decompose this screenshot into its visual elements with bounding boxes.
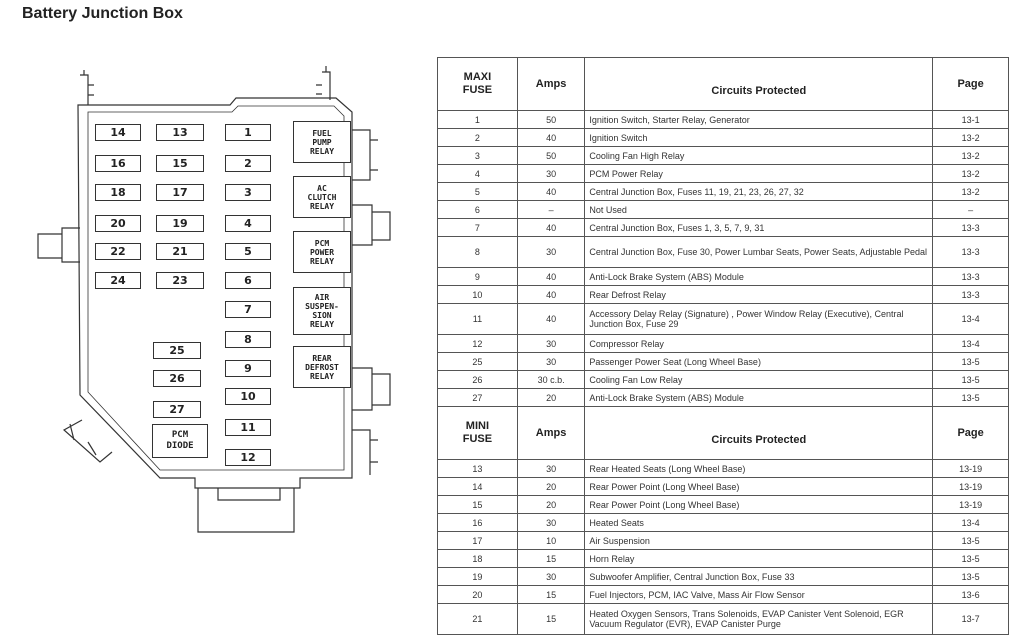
maxi-circuits-header: Circuits Protected bbox=[585, 58, 933, 111]
mini-page-header: Page bbox=[933, 407, 1009, 460]
page-cell: 13-4 bbox=[933, 514, 1009, 532]
maxi-fuse-section bbox=[438, 58, 1009, 407]
fuse-22: 22 bbox=[95, 243, 141, 260]
fuse-cell: 16 bbox=[438, 514, 518, 532]
pcm-power-relay: PCM POWER RELAY bbox=[293, 231, 351, 273]
table-row bbox=[438, 129, 1009, 147]
page-cell: 13-7 bbox=[933, 604, 1009, 635]
tab-right-mid bbox=[352, 205, 390, 245]
page-cell: 13-4 bbox=[933, 335, 1009, 353]
fuse-cell: 25 bbox=[438, 353, 518, 371]
fuse-17: 17 bbox=[156, 184, 204, 201]
amps-cell: 30 bbox=[517, 353, 585, 371]
circuits-cell: Passenger Power Seat (Long Wheel Base) bbox=[585, 353, 933, 371]
page-cell: 13-5 bbox=[933, 353, 1009, 371]
table-row bbox=[438, 111, 1009, 129]
fuse-cell: 15 bbox=[438, 496, 518, 514]
fuse-cell: 27 bbox=[438, 389, 518, 407]
circuits-cell: Rear Heated Seats (Long Wheel Base) bbox=[585, 460, 933, 478]
circuits-cell: Central Junction Box, Fuse 30, Power Lumbar Seats, Power Seats, Adjustable Pedal bbox=[585, 237, 933, 268]
amps-cell: 20 bbox=[517, 496, 585, 514]
table-row bbox=[438, 147, 1009, 165]
maxi-page-header: Page bbox=[933, 58, 1009, 111]
fuse-24: 24 bbox=[95, 272, 141, 289]
fuse-10: 10 bbox=[225, 388, 271, 405]
table-row bbox=[438, 568, 1009, 586]
table-row bbox=[438, 496, 1009, 514]
table-row bbox=[438, 286, 1009, 304]
table-row bbox=[438, 389, 1009, 407]
page-cell: 13-6 bbox=[933, 586, 1009, 604]
circuits-cell: Central Junction Box, Fuses 1, 3, 5, 7, 9, 31 bbox=[585, 219, 933, 237]
amps-cell: 40 bbox=[517, 219, 585, 237]
amps-cell: 30 c.b. bbox=[517, 371, 585, 389]
page-title: Battery Junction Box bbox=[22, 5, 183, 22]
fuse-14: 14 bbox=[95, 124, 141, 141]
circuits-cell: Ignition Switch bbox=[585, 129, 933, 147]
amps-cell: 40 bbox=[517, 129, 585, 147]
fuse-12: 12 bbox=[225, 449, 271, 466]
fuse-15: 15 bbox=[156, 155, 204, 172]
page-cell: 13-1 bbox=[933, 111, 1009, 129]
amps-cell: 30 bbox=[517, 237, 585, 268]
table-row bbox=[438, 304, 1009, 335]
amps-cell: 30 bbox=[517, 514, 585, 532]
amps-cell: 15 bbox=[517, 604, 585, 635]
amps-cell: 20 bbox=[517, 478, 585, 496]
amps-cell: 10 bbox=[517, 532, 585, 550]
amps-cell: 30 bbox=[517, 165, 585, 183]
fuse-13: 13 bbox=[156, 124, 204, 141]
fuse-cell: 6 bbox=[438, 201, 518, 219]
tab-top-right bbox=[316, 66, 330, 100]
fuel-pump-relay: FUEL PUMP RELAY bbox=[293, 121, 351, 163]
amps-cell: 15 bbox=[517, 586, 585, 604]
fuse-20: 20 bbox=[95, 215, 141, 232]
circuits-cell: Air Suspension bbox=[585, 532, 933, 550]
fuse-27: 27 bbox=[153, 401, 201, 418]
table-row bbox=[438, 550, 1009, 568]
table-row bbox=[438, 335, 1009, 353]
tab-right-lower bbox=[352, 368, 390, 410]
amps-cell: 20 bbox=[517, 389, 585, 407]
mini-fuse-section bbox=[438, 407, 1009, 635]
junction-box-diagram bbox=[0, 0, 430, 600]
fuse-cell: 3 bbox=[438, 147, 518, 165]
mini-amps-header: Amps bbox=[517, 407, 585, 460]
amps-cell: 30 bbox=[517, 335, 585, 353]
circuits-cell: Cooling Fan High Relay bbox=[585, 147, 933, 165]
circuits-cell: Cooling Fan Low Relay bbox=[585, 371, 933, 389]
circuits-cell: Rear Power Point (Long Wheel Base) bbox=[585, 496, 933, 514]
amps-cell: 30 bbox=[517, 460, 585, 478]
fuse-cell: 18 bbox=[438, 550, 518, 568]
fuse-2: 2 bbox=[225, 155, 271, 172]
fuse-7: 7 bbox=[225, 301, 271, 318]
mini-header-row bbox=[438, 407, 1009, 460]
rear-defrost-relay: REAR DEFROST RELAY bbox=[293, 346, 351, 388]
amps-cell: 30 bbox=[517, 568, 585, 586]
fuse-cell: 4 bbox=[438, 165, 518, 183]
table-row bbox=[438, 532, 1009, 550]
connector-bottom bbox=[198, 488, 294, 532]
page-cell: 13-2 bbox=[933, 165, 1009, 183]
latch-bottom-left bbox=[64, 420, 112, 462]
circuits-cell: PCM Power Relay bbox=[585, 165, 933, 183]
fuse-5: 5 bbox=[225, 243, 271, 260]
page-cell: – bbox=[933, 201, 1009, 219]
fuse-21: 21 bbox=[156, 243, 204, 260]
air-suspension-relay: AIR SUSPEN- SION RELAY bbox=[293, 287, 351, 335]
table-row bbox=[438, 586, 1009, 604]
page-cell: 13-19 bbox=[933, 496, 1009, 514]
circuits-cell: Central Junction Box, Fuses 11, 19, 21, 23, 26, 27, 32 bbox=[585, 183, 933, 201]
fuse-9: 9 bbox=[225, 360, 271, 377]
circuits-cell: Anti-Lock Brake System (ABS) Module bbox=[585, 389, 933, 407]
circuits-cell: Fuel Injectors, PCM, IAC Valve, Mass Air Flow Sensor bbox=[585, 586, 933, 604]
fuse-cell: 9 bbox=[438, 268, 518, 286]
fuse-1: 1 bbox=[225, 124, 271, 141]
tab-left bbox=[38, 228, 80, 262]
fuse-cell: 2 bbox=[438, 129, 518, 147]
circuits-cell: Horn Relay bbox=[585, 550, 933, 568]
page-cell: 13-3 bbox=[933, 237, 1009, 268]
fuse-cell: 20 bbox=[438, 586, 518, 604]
fuse-11: 11 bbox=[225, 419, 271, 436]
fuse-cell: 5 bbox=[438, 183, 518, 201]
circuits-cell: Anti-Lock Brake System (ABS) Module bbox=[585, 268, 933, 286]
table-row bbox=[438, 201, 1009, 219]
fuse-8: 8 bbox=[225, 331, 271, 348]
page-cell: 13-5 bbox=[933, 568, 1009, 586]
circuits-cell: Subwoofer Amplifier, Central Junction Box, Fuse 33 bbox=[585, 568, 933, 586]
amps-cell: 40 bbox=[517, 183, 585, 201]
fuse-cell: 7 bbox=[438, 219, 518, 237]
fuse-cell: 21 bbox=[438, 604, 518, 635]
fuse-cell: 12 bbox=[438, 335, 518, 353]
fuse-19: 19 bbox=[156, 215, 204, 232]
fuse-25: 25 bbox=[153, 342, 201, 359]
table-row bbox=[438, 353, 1009, 371]
fuse-cell: 8 bbox=[438, 237, 518, 268]
fuse-cell: 14 bbox=[438, 478, 518, 496]
amps-cell: 50 bbox=[517, 111, 585, 129]
table-row bbox=[438, 604, 1009, 635]
page-cell: 13-5 bbox=[933, 532, 1009, 550]
page-cell: 13-5 bbox=[933, 389, 1009, 407]
fuse-cell: 26 bbox=[438, 371, 518, 389]
circuits-cell: Rear Defrost Relay bbox=[585, 286, 933, 304]
circuits-cell: Ignition Switch, Starter Relay, Generator bbox=[585, 111, 933, 129]
amps-cell: 40 bbox=[517, 304, 585, 335]
circuits-cell: Not Used bbox=[585, 201, 933, 219]
circuits-cell: Rear Power Point (Long Wheel Base) bbox=[585, 478, 933, 496]
table-row bbox=[438, 514, 1009, 532]
fuse-cell: 17 bbox=[438, 532, 518, 550]
page-cell: 13-2 bbox=[933, 129, 1009, 147]
fuse-cell: 11 bbox=[438, 304, 518, 335]
tab-right-upper bbox=[352, 130, 378, 180]
page-cell: 13-5 bbox=[933, 550, 1009, 568]
page-cell: 13-2 bbox=[933, 183, 1009, 201]
fuse-cell: 19 bbox=[438, 568, 518, 586]
fuse-table bbox=[437, 57, 1009, 635]
fuse-26: 26 bbox=[153, 370, 201, 387]
ac-clutch-relay: AC CLUTCH RELAY bbox=[293, 176, 351, 218]
mini-circuits-header: Circuits Protected bbox=[585, 407, 933, 460]
table-row bbox=[438, 165, 1009, 183]
pcm-diode: PCM DIODE bbox=[152, 424, 208, 458]
fuse-cell: 1 bbox=[438, 111, 518, 129]
fuse-6: 6 bbox=[225, 272, 271, 289]
table-row bbox=[438, 371, 1009, 389]
tab-top-left bbox=[80, 70, 94, 105]
table-row bbox=[438, 219, 1009, 237]
fuse-cell: 13 bbox=[438, 460, 518, 478]
page-cell: 13-19 bbox=[933, 478, 1009, 496]
page-cell: 13-3 bbox=[933, 268, 1009, 286]
maxi-header-row bbox=[438, 58, 1009, 111]
amps-cell: 40 bbox=[517, 268, 585, 286]
table-row bbox=[438, 478, 1009, 496]
amps-cell: 50 bbox=[517, 147, 585, 165]
table-row bbox=[438, 460, 1009, 478]
table-row bbox=[438, 268, 1009, 286]
maxi-amps-header: Amps bbox=[517, 58, 585, 111]
fuse-4: 4 bbox=[225, 215, 271, 232]
page-cell: 13-4 bbox=[933, 304, 1009, 335]
page-cell: 13-3 bbox=[933, 286, 1009, 304]
circuits-cell: Accessory Delay Relay (Signature) , Power Window Relay (Executive), Central Junction Box, Fuse 29 bbox=[585, 304, 933, 335]
fuse-cell: 10 bbox=[438, 286, 518, 304]
amps-cell: 15 bbox=[517, 550, 585, 568]
table-row bbox=[438, 237, 1009, 268]
fuse-16: 16 bbox=[95, 155, 141, 172]
table-row bbox=[438, 183, 1009, 201]
page-cell: 13-2 bbox=[933, 147, 1009, 165]
page-cell: 13-19 bbox=[933, 460, 1009, 478]
tab-right-bottom bbox=[352, 430, 378, 475]
page-cell: 13-5 bbox=[933, 371, 1009, 389]
maxi-fuse-header: MAXI FUSE bbox=[438, 58, 518, 111]
circuits-cell: Heated Seats bbox=[585, 514, 933, 532]
page-cell: 13-3 bbox=[933, 219, 1009, 237]
amps-cell: – bbox=[517, 201, 585, 219]
fuse-23: 23 bbox=[156, 272, 204, 289]
fuse-3: 3 bbox=[225, 184, 271, 201]
circuits-cell: Heated Oxygen Sensors, Trans Solenoids, EVAP Canister Vent Solenoid, EGR Vacuum Regulator (EVR), EVAP Canister Purge bbox=[585, 604, 933, 635]
mini-fuse-header: MINI FUSE bbox=[438, 407, 518, 460]
circuits-cell: Compressor Relay bbox=[585, 335, 933, 353]
amps-cell: 40 bbox=[517, 286, 585, 304]
fuse-18: 18 bbox=[95, 184, 141, 201]
